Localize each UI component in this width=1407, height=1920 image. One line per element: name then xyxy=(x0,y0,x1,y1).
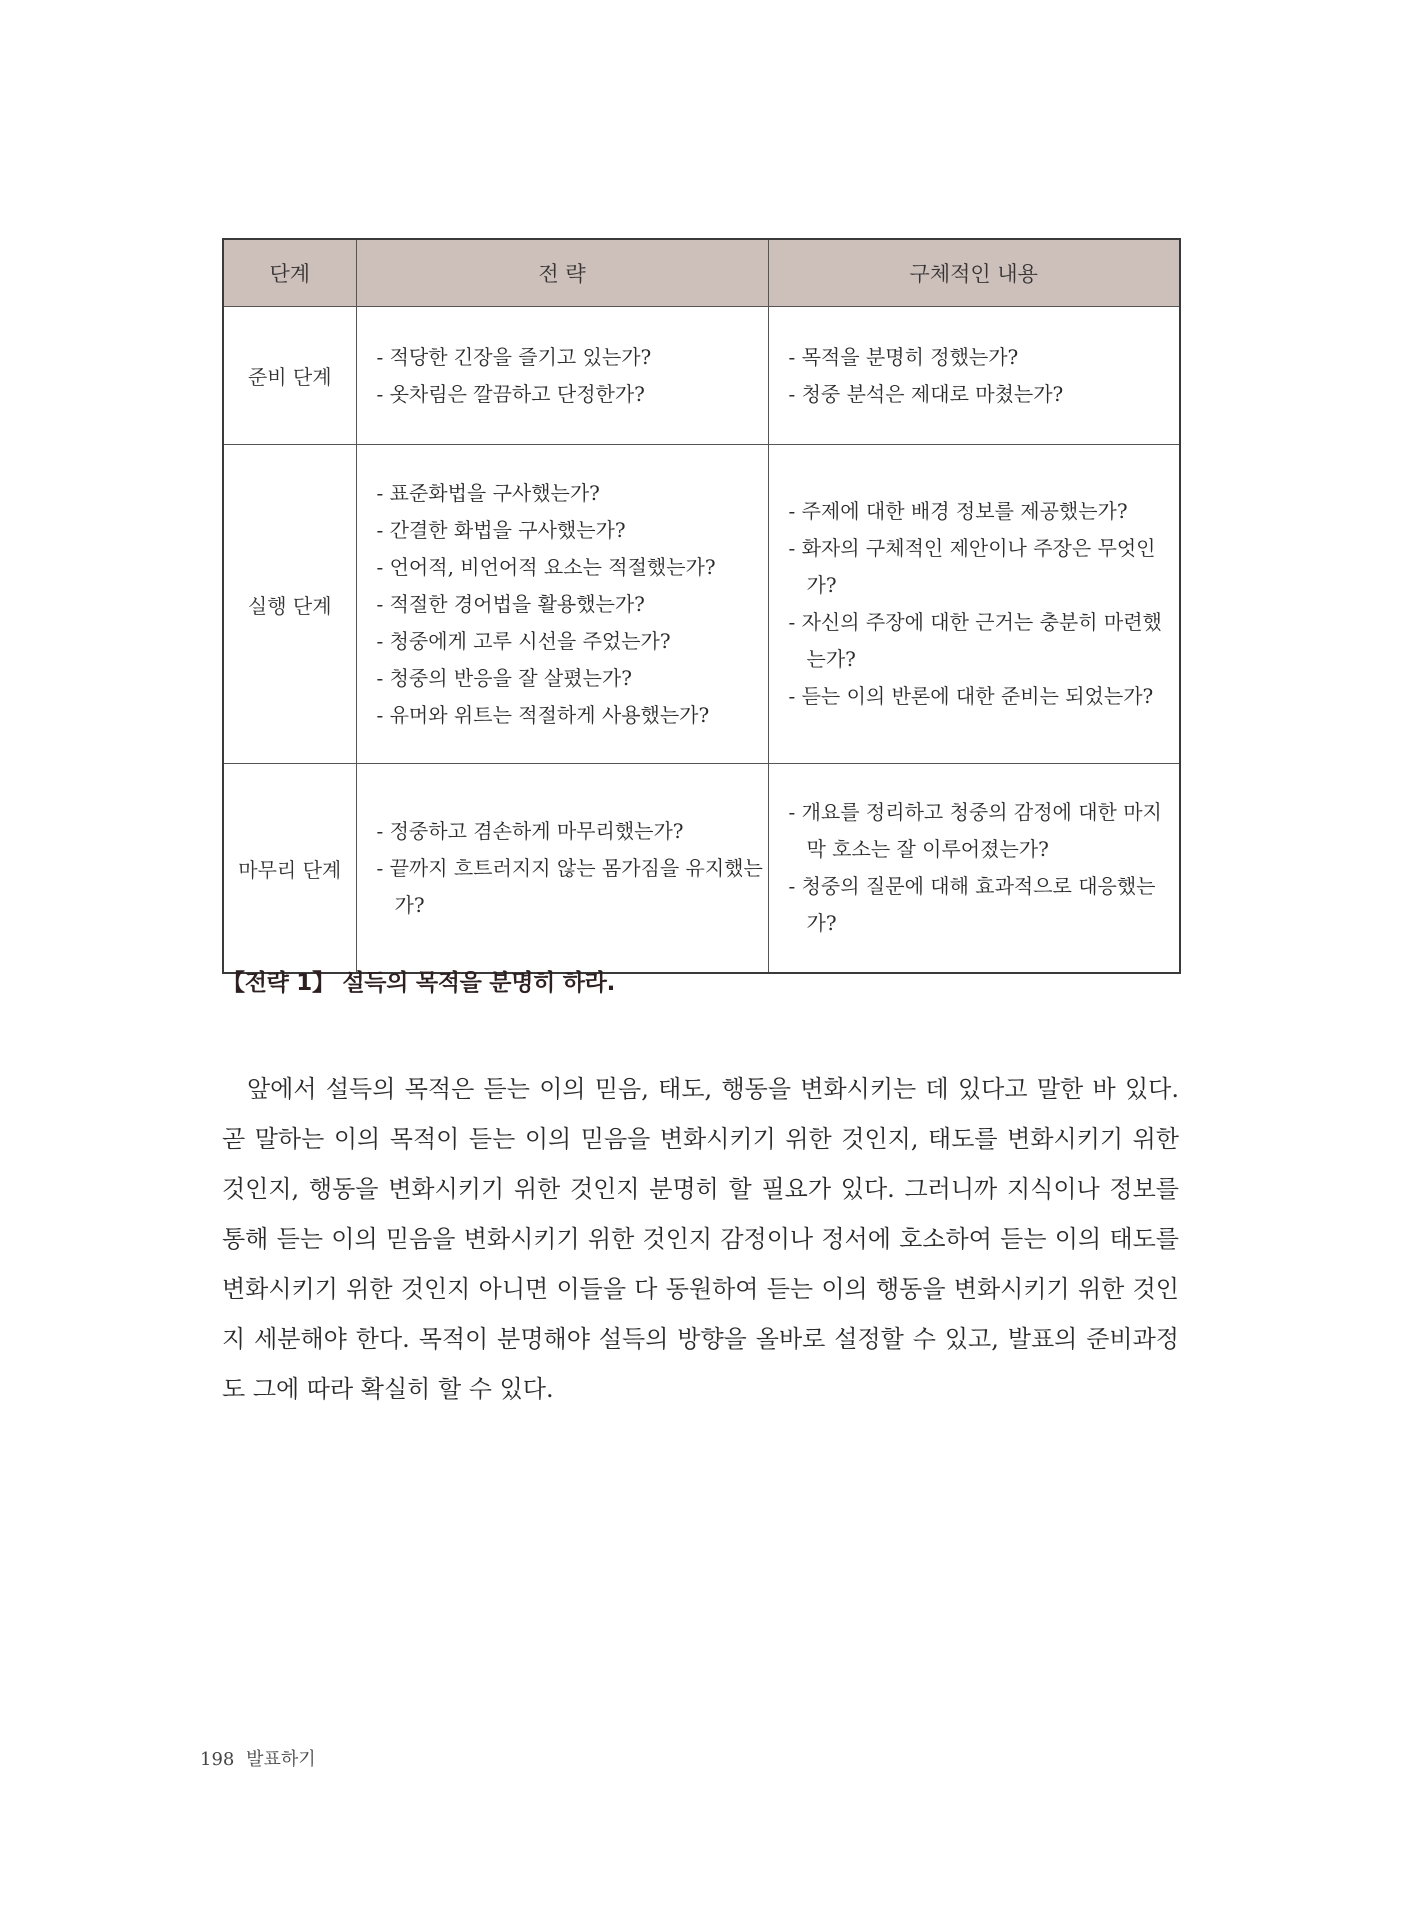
list-item: - 자신의 주장에 대한 근거는 충분히 마련했는가? xyxy=(788,610,1162,671)
list-item: - 옷차림은 깔끔하고 단정한가? xyxy=(376,381,645,406)
header-details: 구체적인 내용 xyxy=(768,239,1180,307)
header-strategy: 전 략 xyxy=(356,239,768,307)
list-item: - 청중의 반응을 잘 살폈는가? xyxy=(376,665,632,690)
list-item: - 유머와 위트는 적절하게 사용했는가? xyxy=(376,702,710,727)
details-cell xyxy=(768,445,1180,764)
list-item: - 정중하고 겸손하게 마무리했는가? xyxy=(376,818,684,843)
table-row xyxy=(223,764,1180,974)
book-title: 발표하기 xyxy=(246,1749,316,1770)
page-footer xyxy=(200,1745,322,1771)
body-paragraph: 앞에서 설득의 목적은 듣는 이의 믿음, 태도, 행동을 변화시키는 데 있다고 말한 바 있다. 곧 말하는 이의 목적이 듣는 이의 믿음을 변화시키기 위한 것인지, 태도를 변화시키기 위한 것인지, 행동을 변화시키기 위한 것인지 분명히 할 필요가 있다. 그러니까 지식이나 정보를 통해 듣는 이의 믿음을 변화시키기 위한 것인지 감정이나 정서에 호소하여 듣는 이의 태도를 변화시키기 위한 것인지 아니면 이들을 다 동원하여 듣는 이의 행동을 변화시키기 위한 것인지 세분해야 한다. 목적이 분명해야 설득의 방향을 올바로 설정할 수 있고, 발표의 준비과정도 그에 따라 확실히 할 수 있다. xyxy=(222,1075,1179,1403)
list-item: - 표준화법을 구사했는가? xyxy=(376,480,600,505)
details-cell xyxy=(768,307,1180,445)
strategy-table xyxy=(222,238,1181,974)
list-item: - 적당한 긴장을 즐기고 있는가? xyxy=(376,344,652,369)
details-cell xyxy=(768,764,1180,974)
strategy-cell xyxy=(356,307,768,445)
section-heading: 【전략 1】 설득의 목적을 분명히 하라. xyxy=(222,970,616,996)
stage-cell: 마무리 단계 xyxy=(223,764,356,974)
table-row xyxy=(223,445,1180,764)
strategy-cell xyxy=(356,445,768,764)
table-row xyxy=(223,307,1180,445)
page-number: 198 xyxy=(200,1749,235,1770)
list-item: - 주제에 대한 배경 정보를 제공했는가? xyxy=(788,499,1128,523)
list-item: - 개요를 정리하고 청중의 감정에 대한 마지막 호소는 잘 이루어졌는가? xyxy=(788,800,1162,861)
list-item: - 청중 분석은 제대로 마쳤는가? xyxy=(788,381,1064,406)
list-item: - 목적을 분명히 정했는가? xyxy=(788,344,1019,369)
table-header-row xyxy=(223,239,1180,307)
stage-cell: 준비 단계 xyxy=(223,307,356,445)
stage-cell: 실행 단계 xyxy=(223,445,356,764)
strategy-cell xyxy=(356,764,768,974)
list-item: - 끝까지 흐트러지지 않는 몸가짐을 유지했는가? xyxy=(376,855,763,917)
list-item: - 언어적, 비언어적 요소는 적절했는가? xyxy=(376,554,716,579)
list-item: - 듣는 이의 반론에 대한 준비는 되었는가? xyxy=(788,684,1154,708)
list-item: - 간결한 화법을 구사했는가? xyxy=(376,517,626,542)
list-item: - 화자의 구체적인 제안이나 주장은 무엇인가? xyxy=(788,536,1156,597)
list-item: - 청중에게 고루 시선을 주었는가? xyxy=(376,628,671,653)
header-stage: 단계 xyxy=(223,239,356,307)
list-item: - 적절한 경어법을 활용했는가? xyxy=(376,591,645,616)
list-item: - 청중의 질문에 대해 효과적으로 대응했는가? xyxy=(788,874,1156,935)
